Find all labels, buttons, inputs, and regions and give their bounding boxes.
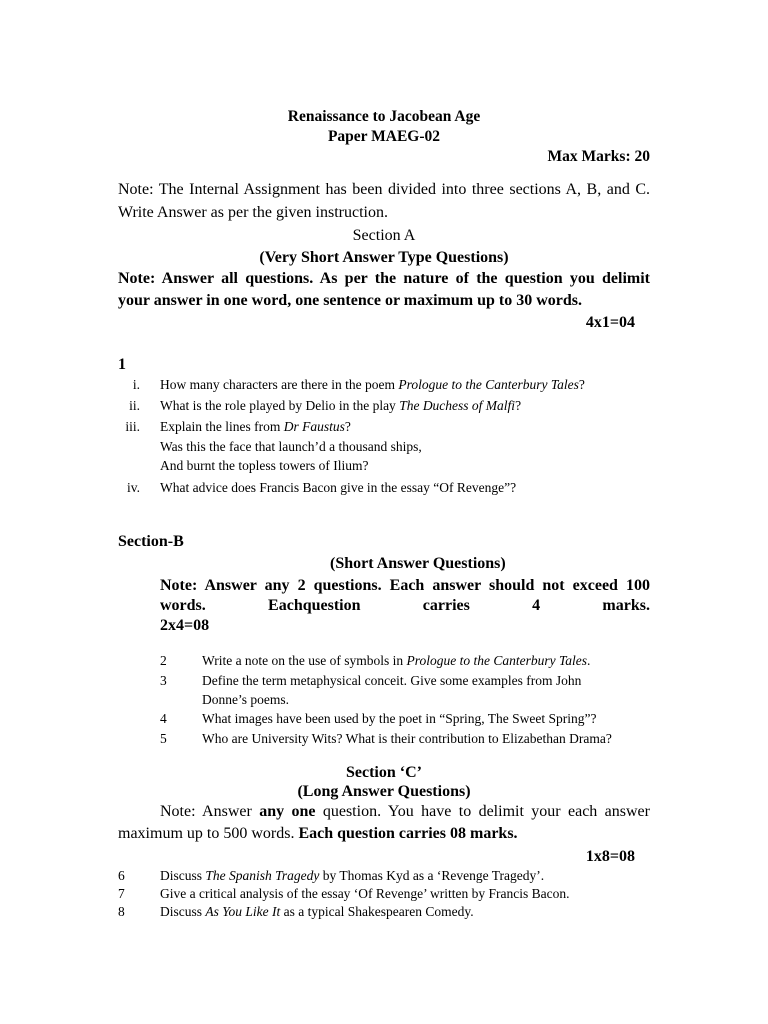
section-c-heading: Section ‘C’ <box>346 764 422 781</box>
list-item: What images have been used by the poet in “Spring, The Sweet Spring”? <box>202 711 597 726</box>
document-title: Renaissance to Jacobean Age <box>287 108 481 125</box>
section-c-marks: 1x8=08 <box>585 848 635 865</box>
list-item: Explain the lines from Dr Faustus? <box>160 419 351 434</box>
section-b-heading: Section-B <box>118 533 184 550</box>
question-number-1: 1 <box>118 356 126 373</box>
list-item-continuation: Donne’s poems. <box>202 692 289 707</box>
section-c-note <box>160 803 650 821</box>
list-item-number: 2 <box>160 653 167 668</box>
section-b-note-line-2: words. Eachquestion carries 4 marks. <box>160 597 650 614</box>
intro-line-1: Note: The Internal Assignment has been divided into three sections A, B, and C. <box>118 181 650 198</box>
section-a-note-line-2: your answer in one word, one sentence or maximum up to 30 words. <box>118 292 583 309</box>
list-item: What is the role played by Delio in the play The Duchess of Malfi? <box>160 398 522 413</box>
section-a-note <box>118 270 650 288</box>
list-item-number: 5 <box>160 731 167 746</box>
section-b-subheading: (Short Answer Questions) <box>330 555 506 572</box>
list-item-number: 8 <box>118 904 125 919</box>
list-item: How many characters are there in the poem Prologue to the Canterbury Tales? <box>160 377 585 392</box>
quote-line: Was this the face that launch’d a thousand ships, <box>160 439 422 454</box>
section-b-note <box>160 577 650 595</box>
list-item: Discuss As You Like It as a typical Shakespearen Comedy. <box>160 904 474 919</box>
list-item-number: iii. <box>125 419 140 434</box>
list-item-number: 6 <box>118 868 125 883</box>
list-item-number: 3 <box>160 673 167 688</box>
paper-code: Paper MAEG-02 <box>327 128 441 145</box>
intro-note <box>118 181 650 199</box>
max-marks: Max Marks: 20 <box>547 148 650 165</box>
list-item: Write a note on the use of symbols in Prologue to the Canterbury Tales. <box>202 653 591 668</box>
list-item-number: iv. <box>127 480 140 495</box>
section-c-subheading: (Long Answer Questions) <box>297 783 471 800</box>
section-b-note-line-1: Note: Answer any 2 questions. Each answer should not exceed 100 <box>160 577 650 594</box>
list-item: Who are University Wits? What is their contribution to Elizabethan Drama? <box>202 731 612 746</box>
list-item: Discuss The Spanish Tragedy by Thomas Kyd as a ‘Revenge Tragedy’. <box>160 868 545 883</box>
list-item: Define the term metaphysical conceit. Give some examples from John <box>202 673 582 688</box>
list-item-number: i. <box>132 377 140 392</box>
section-c-note-line-2: maximum up to 500 words. Each question carries 08 marks. <box>118 825 518 842</box>
section-a-note-line-1: Note: Answer all questions. As per the nature of the question you delimit <box>118 270 650 287</box>
list-item-number: ii. <box>129 398 140 413</box>
section-a-heading: Section A <box>352 227 416 244</box>
list-item: Give a critical analysis of the essay ‘Of Revenge’ written by Francis Bacon. <box>160 886 570 901</box>
section-a-subheading: (Very Short Answer Type Questions) <box>259 249 509 266</box>
list-item: What advice does Francis Bacon give in the essay “Of Revenge”? <box>160 480 517 495</box>
list-item-number: 4 <box>160 711 167 726</box>
section-c-note-line-1: Note: Answer any one question. You have to delimit your each answer <box>160 803 650 820</box>
section-a-marks: 4x1=04 <box>585 314 635 331</box>
list-item-number: 7 <box>118 886 125 901</box>
quote-line: And burnt the topless towers of Ilium? <box>160 458 369 473</box>
intro-line-2: Write Answer as per the given instruction. <box>118 204 388 221</box>
section-b-marks: 2x4=08 <box>160 617 210 634</box>
